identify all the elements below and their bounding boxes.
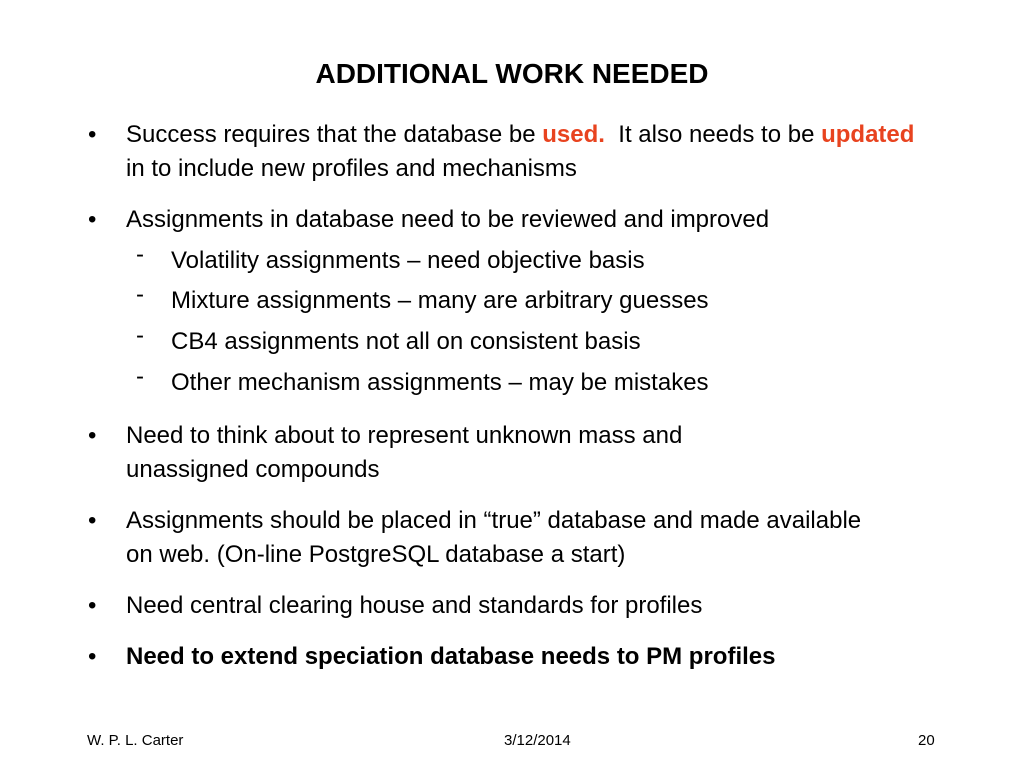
bullet-item <box>88 589 926 623</box>
sub-item <box>136 363 931 400</box>
bullet-text: Need to think about to represent unknown mass and unassigned compounds <box>126 422 683 483</box>
sub-item-text: CB4 assignments not all on consistent basis <box>171 328 641 355</box>
slide-title: ADDITIONAL WORK NEEDED <box>315 58 709 89</box>
bullet-text: Assignments should be placed in “true” database and made available on web. (On-line PostgreSQL database a start) <box>126 507 862 568</box>
bullet-text: Success requires that the database be <box>126 121 543 148</box>
sub-marker: - <box>136 363 144 390</box>
bullet-item <box>88 203 926 237</box>
bullet-marker: • <box>88 592 97 619</box>
bullet-marker: • <box>88 206 97 233</box>
bullet-item <box>88 118 926 186</box>
bullet-item <box>88 504 886 572</box>
bullet-item <box>88 419 806 487</box>
highlight-updated: updated <box>821 121 915 148</box>
bullet-item <box>88 640 926 674</box>
sub-marker: - <box>136 322 144 349</box>
sub-item <box>136 322 931 359</box>
sub-item <box>136 241 931 278</box>
highlight-used: used. <box>542 121 605 148</box>
footer-author: W. P. L. Carter <box>87 732 184 749</box>
bullet-text: Assignments in database need to be reviewed and improved <box>126 206 770 233</box>
sub-item-text: Volatility assignments – need objective basis <box>171 247 645 274</box>
sub-item-text: Other mechanism assignments – may be mistakes <box>171 369 709 396</box>
bullet-text: It also needs to be <box>604 121 822 148</box>
bullet-marker: • <box>88 643 97 670</box>
sub-marker: - <box>136 241 144 268</box>
bullet-marker: • <box>88 422 97 449</box>
footer-page-number: 20 <box>918 732 935 749</box>
bullet-text: Need central clearing house and standards for profiles <box>126 592 703 619</box>
bullet-text-bold: Need to extend speciation database needs to PM profiles <box>126 643 776 670</box>
footer-date: 3/12/2014 <box>504 732 571 749</box>
bullet-marker: • <box>88 121 97 148</box>
sub-marker: - <box>136 281 144 308</box>
bullet-marker: • <box>88 507 97 534</box>
sub-item <box>136 281 931 318</box>
bullet-text: in to include new profiles and mechanisms <box>126 155 577 182</box>
sub-item-text: Mixture assignments – many are arbitrary guesses <box>171 287 709 314</box>
